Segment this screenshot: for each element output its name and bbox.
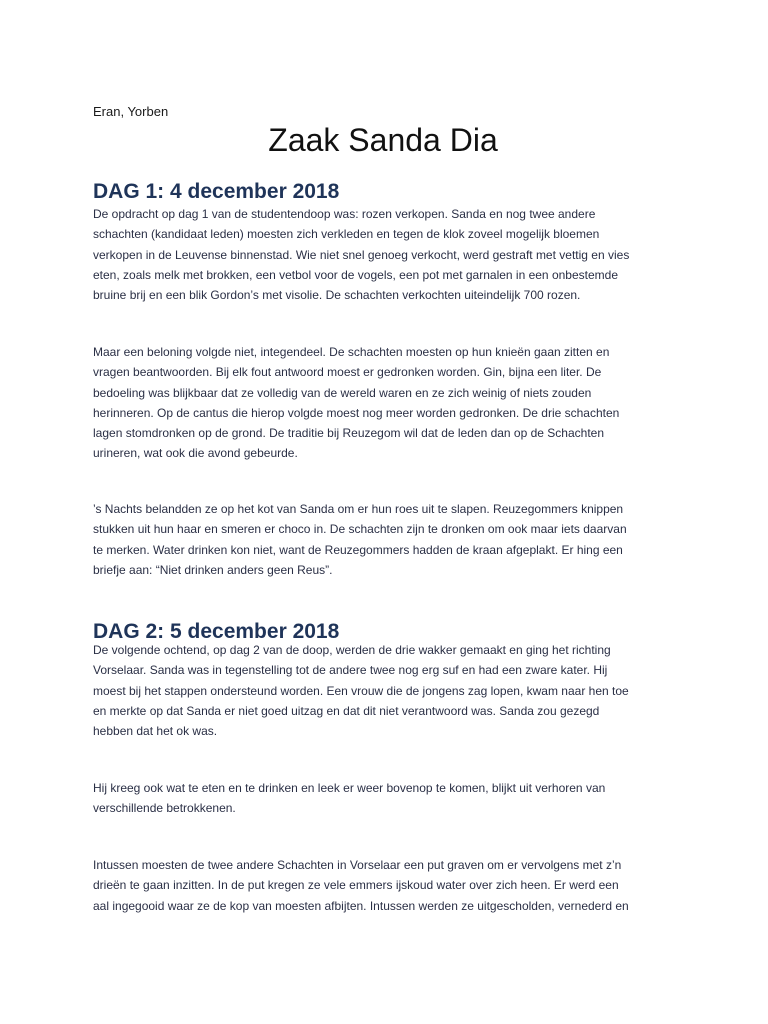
text-line: bruine brij en een blik Gordon’s met visolie. De schachten verkochten uiteindelijk 700 rozen. [93, 288, 581, 303]
text-line: herinneren. Op de cantus die hierop volgde moest nog meer worden gedronken. De drie schachten [93, 405, 620, 420]
text-line: aal ingegooid waar ze de kop van moesten afbijten. Intussen werden ze uitgescholden, vernederd en [93, 898, 629, 913]
text-line: en merkte op dat Sanda er niet goed uitzag en dat dit niet verantwoord was. Sanda zou gezegd [93, 703, 600, 718]
text-line: schachten (kandidaat leden) moesten zich verkleden en tegen de klok zoveel mogelijk bloemen [93, 227, 600, 242]
text-line: Maar een beloning volgde niet, integendeel. De schachten moesten op hun knieën gaan zitten en [93, 345, 610, 359]
text-line: ’s Nachts belandden ze op het kot van Sanda om er hun roes uit te slapen. Reuzegommers knippen [93, 502, 624, 516]
text-line: verschillende betrokkenen. [93, 801, 236, 816]
text-line: moest bij het stappen ondersteund worden. Een vrouw die de jongens zag lopen, kwam naar hen toe [93, 683, 629, 698]
text-line: stukken uit hun haar en smeren er choco in. De schachten zijn te dronken om ook maar iets daarvan [93, 522, 627, 537]
text-line: De volgende ochtend, op dag 2 van de doop, werden de drie wakker gemaakt en ging het richting [93, 643, 611, 657]
paragraph [93, 204, 673, 305]
text-line: Vorselaar. Sanda was in tegenstelling tot de andere twee nog erg suf en had een zware kater. Hij [93, 663, 608, 678]
text-line: Hij kreeg ook wat te eten en te drinken en leek er weer bovenop te komen, blijkt uit verhoren van [93, 781, 606, 795]
text-line: De opdracht op dag 1 van de studentendoop was: rozen verkopen. Sanda en nog twee andere [93, 207, 596, 221]
text-line: bedoeling was blijkbaar dat ze volledig van de wereld waren en ze zich weinig of niets zouden [93, 385, 592, 400]
section-heading-day-1: DAG 1: 4 december 2018 [93, 180, 340, 203]
document-title: Zaak Sanda Dia [268, 122, 498, 158]
text-line: urineren, wat ook die avond gebeurde. [93, 446, 298, 461]
paragraph [93, 342, 673, 464]
paragraph [93, 855, 673, 916]
text-line: Intussen moesten de twee andere Schachten in Vorselaar een put graven om er vervolgens met z’n [93, 858, 622, 872]
text-line: eten, zoals melk met brokken, een vetbol voor de vogels, een pot met garnalen in een onbestemde [93, 267, 618, 282]
author-line: Eran, Yorben [93, 104, 169, 119]
text-line: vragen beantwoorden. Bij elk fout antwoord moest er gedronken worden. Gin, bijna een liter. De [93, 365, 602, 380]
text-line: briefje aan: “Niet drinken anders geen Reus”. [93, 562, 333, 577]
section-heading-day-2: DAG 2: 5 december 2018 [93, 620, 340, 643]
text-line: hebben dat het ok was. [93, 724, 218, 739]
paragraph [93, 499, 673, 580]
text-line: lagen stomdronken op de grond. De traditie bij Reuzegom wil dat de leden dan op de Schachten [93, 426, 605, 441]
paragraph [93, 778, 673, 819]
text-line: verkopen in de Leuvense binnenstad. Wie niet snel genoeg verkocht, werd gestraft met vettig en vies [93, 247, 630, 262]
text-line: te merken. Water drinken kon niet, want de Reuzegommers hadden de kraan afgeplakt. Er hing een [93, 542, 623, 557]
text-line: drieën te gaan inzitten. In de put kregen ze vele emmers ijskoud water over zich heen. Er werd een [93, 878, 619, 893]
paragraph [93, 640, 673, 741]
